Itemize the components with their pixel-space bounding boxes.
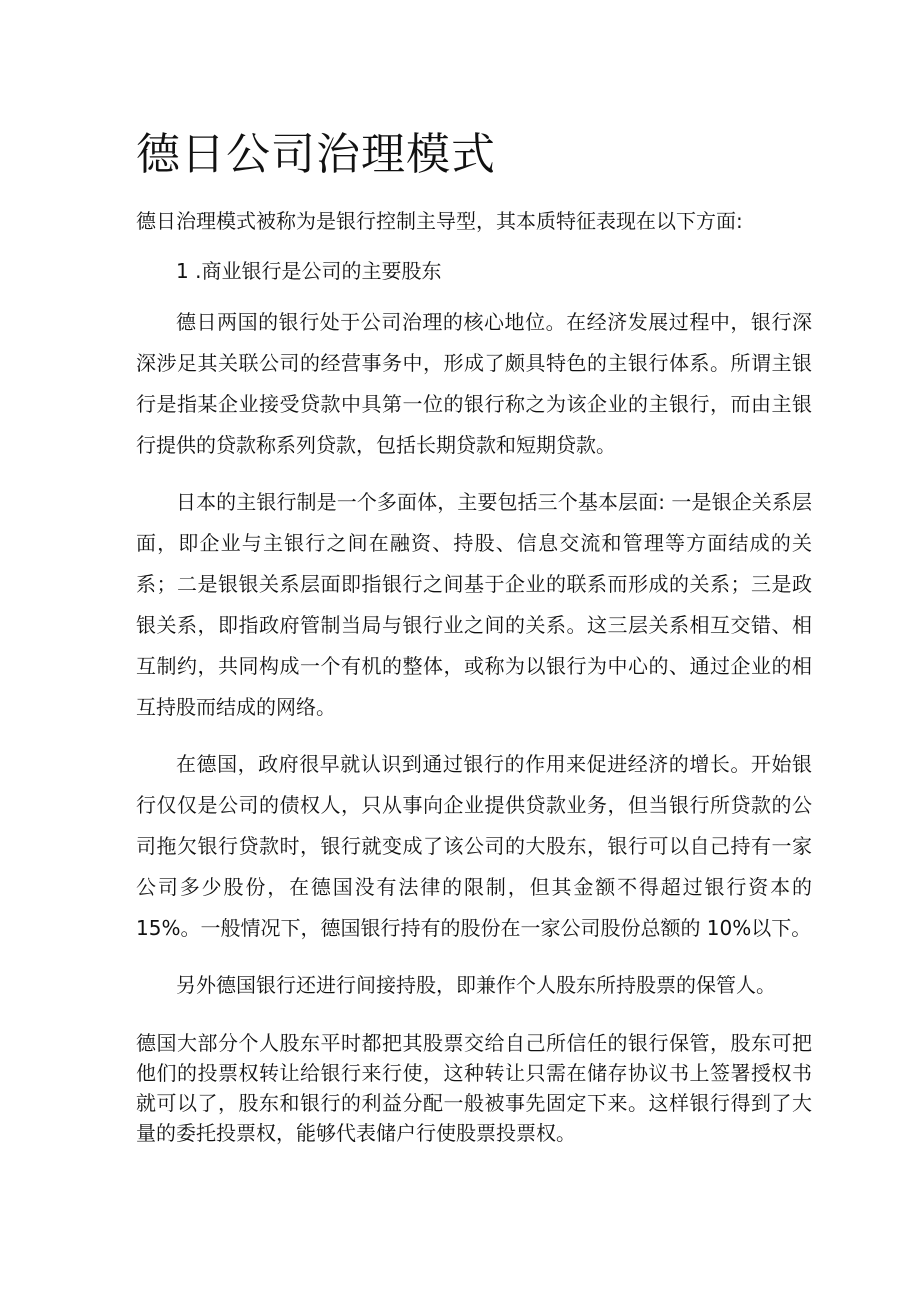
paragraph-germany-bank-shareholding: 在德国，政府很早就认识到通过银行的作用来促进经济的增长。开始银行仅仅是公司的债权人，只从事向企业提供贷款业务，但当银行所贷款的公司拖欠银行贷款时，银行就变成了该公司的大股东，银行可以自己持有一家公司多少股份，在德国没有法律的限制，但其金额不得超过银行资本的 15%。一般情况下，德国银行持有的股份在一家公司股份总额的 10%以下。 [136, 752, 812, 940]
paragraph-proxy-voting: 德国大部分个人股东平时都把其股票交给自己所信任的银行保管，股东可把他们的投票权转让给银行来行使，这种转让只需在储存协议书上签署授权书就可以了，股东和银行的利益分配一般被事先固定下来。这样银行得到了大量的委托投票权，能够代表储户行使股票投票权。 [136, 1031, 812, 1145]
paragraph-main-bank-core: 德日两国的银行处于公司治理的核心地位。在经济发展过程中，银行深深涉足其关联公司的经营事务中，形成了颇具特色的主银行体系。所谓主银行是指某企业接受贷款中具第一位的银行称之为该企业的主银行，而由主银行提供的贷款称系列贷款，包括长期贷款和短期贷款。 [136, 310, 812, 457]
document-title: 德日公司治理模式 [136, 129, 496, 180]
paragraph-indirect-shareholding: 另外德国银行还进行间接持股，即兼作个人股东所持股票的保管人。 [176, 973, 776, 997]
paragraph-japan-main-bank-system: 日本的主银行制是一个多面体，主要包括三个基本层面: 一是银企关系层面，即企业与主银行之间在融资、持股、信息交流和管理等方面结成的关系；二是银银关系层面即指银行之间基于企业的联系而形成的关系；三是政银关系，即指政府管制当局与银行业之间的关系。这三层关系相互交错、相互制约，共同构成一个有机的整体，或称为以银行为中心的、通过企业的相互持股而结成的网络。 [136, 490, 812, 719]
section-heading: 1 .商业银行是公司的主要股东 [176, 259, 442, 283]
intro-sentence: 德日治理模式被称为是银行控制主导型，其本质特征表现在以下方面: [136, 209, 743, 233]
